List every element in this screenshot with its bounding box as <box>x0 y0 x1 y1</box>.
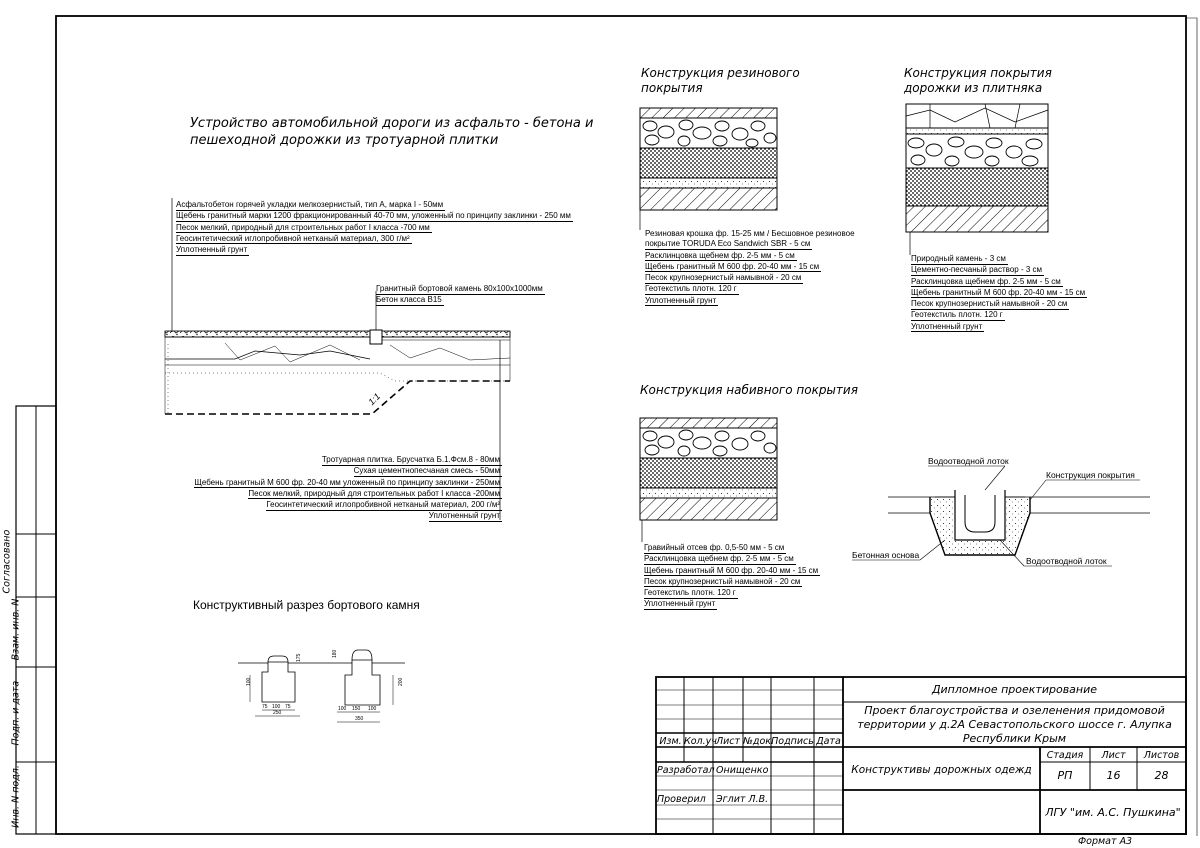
stamp-col-date: Дата <box>816 736 841 747</box>
side-label-inv: Инв. N подл. <box>10 765 22 828</box>
rubber-layer: покрытие TORUDA Eco Sandwich SBR - 5 см <box>645 239 811 249</box>
dim-right-2: 200 <box>398 677 404 686</box>
sidewalk-layer: Геосинтетический иглопробивной нетканый материал, 200 г/м² <box>266 500 500 510</box>
road-title <box>190 115 593 149</box>
filled-layer: Расклинцовка щебнем фр. 2-5 мм - 5 см <box>644 554 794 564</box>
paving-layers-text <box>911 254 1087 333</box>
stamp-role-developer: Разработал <box>657 765 715 776</box>
rubber-title-line1: Конструкция резинового <box>641 66 800 80</box>
stamp-name-developer: Онищенко <box>716 765 769 776</box>
drain-cover-label: Конструкция покрытия <box>1046 470 1135 480</box>
stamp-col-kol: Кол.уч <box>684 736 717 747</box>
dim-right-4: 150 <box>352 706 361 712</box>
rubber-layer: Щебень гранитный М 600 фр. 20-40 мм - 15 см <box>645 261 820 271</box>
stamp-project-line1: Проект благоустройства и озеленения придомовой <box>864 704 1165 717</box>
paving-layer: Уплотненный грунт <box>911 321 983 331</box>
dim-left-1: 100 <box>246 677 252 686</box>
stamp-stage-value: РП <box>1057 769 1073 782</box>
curb-stone-label: Гранитный бортовой камень 80х100х1000мм <box>376 284 543 293</box>
rubber-layer: Геотекстиль плотн. 120 г <box>645 284 737 294</box>
sidewalk-layer: Песок мелкий, природный для строительных работ I класса -200мм <box>248 488 500 498</box>
slope-label: 1:1 <box>366 391 383 408</box>
filled-layer: Щебень гранитный М 600 фр. 20-40 мм - 15 см <box>644 565 819 575</box>
sidewalk-layers <box>194 455 502 523</box>
paving-layer: Цементно-песчаный раствор - 3 см <box>911 265 1042 275</box>
filled-layers-text <box>644 543 820 611</box>
road-layers-top <box>176 200 573 256</box>
dim-right-1: 180 <box>332 649 338 658</box>
rubber-layer: Уплотненный грунт <box>645 295 717 305</box>
filled-layer: Гравийный отсев фр. 0,5-50 мм - 5 см <box>644 543 785 552</box>
rubber-layers <box>640 108 777 230</box>
road-layer: Асфальтобетон горячей укладки мелкозернистый, тип А, марка I - 50мм <box>176 200 444 209</box>
rubber-layer: Расклинцовка щебнем фр. 2-5 мм - 5 см <box>645 250 795 260</box>
rubber-title-line2: покрытия <box>641 81 703 95</box>
road-layer: Геосинтетический иглопробивной нетканый материал, 300 г/м² <box>176 233 410 243</box>
paving-title-line1: Конструкция покрытия <box>904 66 1052 80</box>
stamp-sheet-title: Конструктивы дорожных одежд <box>851 764 1032 776</box>
stamp-col-list: Лист <box>715 736 741 747</box>
side-label-replace: Взам. инв. N <box>10 598 22 661</box>
stamp-col-izm: Изм. <box>659 736 682 747</box>
drain-tray-label: Водоотводной лоток <box>1026 556 1107 566</box>
paving-layer: Песок крупнозернистый намывной - 20 см <box>911 299 1068 309</box>
road-title-line2: пешеходной дорожки из тротуарной плитки <box>190 133 499 148</box>
stamp-sheets-label: Листов <box>1143 750 1180 761</box>
road-title-line1: Устройство автомобильной дороги из асфальто - бетона и <box>190 116 594 131</box>
sidewalk-layer: Тротуарная плитка. Брусчатка Б.1.Фсм.8 - 80мм <box>321 455 500 464</box>
stamp-role-checker: Проверил <box>657 794 706 805</box>
paving-layer: Расклинцовка щебнем фр. 2-5 мм - 5 см <box>911 276 1061 286</box>
stamp-sheets-value: 28 <box>1154 769 1169 782</box>
side-label-agreed: Согласовано <box>1 529 13 594</box>
dim-left-2: 175 <box>296 653 302 662</box>
stamp-sheet-value: 16 <box>1106 769 1121 782</box>
stamp-sheet-label: Лист <box>1101 750 1126 761</box>
stamp-project <box>843 704 1186 746</box>
curb-section-title: Конструктивный разрез бортового камня <box>193 598 420 612</box>
filled-layer: Уплотненный грунт <box>644 599 716 609</box>
filled-title: Конструкция набивного покрытия <box>640 383 858 397</box>
dim-right-5: 100 <box>368 706 377 712</box>
filled-layer: Песок крупнозернистый намывной - 20 см <box>644 576 801 586</box>
drain-title: Водоотводной лоток <box>928 456 1009 466</box>
paving-title <box>904 66 1052 96</box>
stamp-org: ЛГУ "им. А.С. Пушкина" <box>1045 806 1181 819</box>
format-label: Формат А3 <box>1078 836 1133 847</box>
rubber-layer: Песок крупнозернистый намывной - 20 см <box>645 273 802 283</box>
paving-layer: Природный камень - 3 см <box>911 254 1006 263</box>
paving-layer: Геотекстиль плотн. 120 г <box>911 310 1003 320</box>
sidewalk-layer: Уплотненный грунт <box>428 511 500 521</box>
stamp-project-line3: Республики Крым <box>962 732 1067 745</box>
dim-left-6: 250 <box>273 710 282 716</box>
stamp-project-line2: территории у д.2А Севастопольского шоссе г. Алупка <box>857 718 1172 731</box>
stamp-col-sign: Подпись <box>771 736 814 747</box>
curb-labels <box>376 284 545 307</box>
stamp-header: Дипломное проектирование <box>931 683 1098 696</box>
rubber-layer: Резиновая крошка фр. 15-25 мм / Бесшовное резиновое <box>645 229 855 238</box>
paving-layers <box>906 104 1048 255</box>
rubber-title <box>641 66 800 96</box>
road-layer: Песок мелкий, природный для строительных работ I класса -700 мм <box>176 222 430 232</box>
road-layer: Щебень гранитный марки 1200 фракционированный 40-70 мм, уложенный по принципу заклинки - 250 мм <box>176 211 571 221</box>
side-label-sign-date: Подп. и дата <box>10 680 22 746</box>
dim-left-5: 75 <box>285 704 291 710</box>
stamp-name-checker: Эглит Л.В. <box>716 794 769 805</box>
dim-right-3: 100 <box>338 706 347 712</box>
stamp-stage-label: Стадия <box>1046 750 1084 761</box>
drain-base-label: Бетонная основа <box>852 550 920 560</box>
paving-title-line2: дорожки из плитняка <box>904 81 1043 95</box>
filled-layer: Геотекстиль плотн. 120 г <box>644 588 736 598</box>
dim-left-4: 100 <box>272 704 281 710</box>
paving-layer: Щебень гранитный М 600 фр. 20-40 мм - 15 см <box>911 287 1086 297</box>
stamp-col-doc: №док. <box>743 736 775 747</box>
dim-left-3: 75 <box>262 704 268 710</box>
road-layer: Уплотненный грунт <box>176 245 248 255</box>
sidewalk-layer: Сухая цементнопесчаная смесь - 50мм <box>353 466 500 476</box>
filled-layers <box>640 418 777 542</box>
dim-right-6: 350 <box>355 716 364 722</box>
rubber-layers-text <box>645 229 857 307</box>
curb-detail <box>238 650 405 722</box>
concrete-label: Бетон класса B15 <box>376 295 442 305</box>
sidewalk-layer: Щебень гранитный М 600 фр. 20-40 мм уложенный по принципу заклинки - 250мм <box>194 477 500 487</box>
